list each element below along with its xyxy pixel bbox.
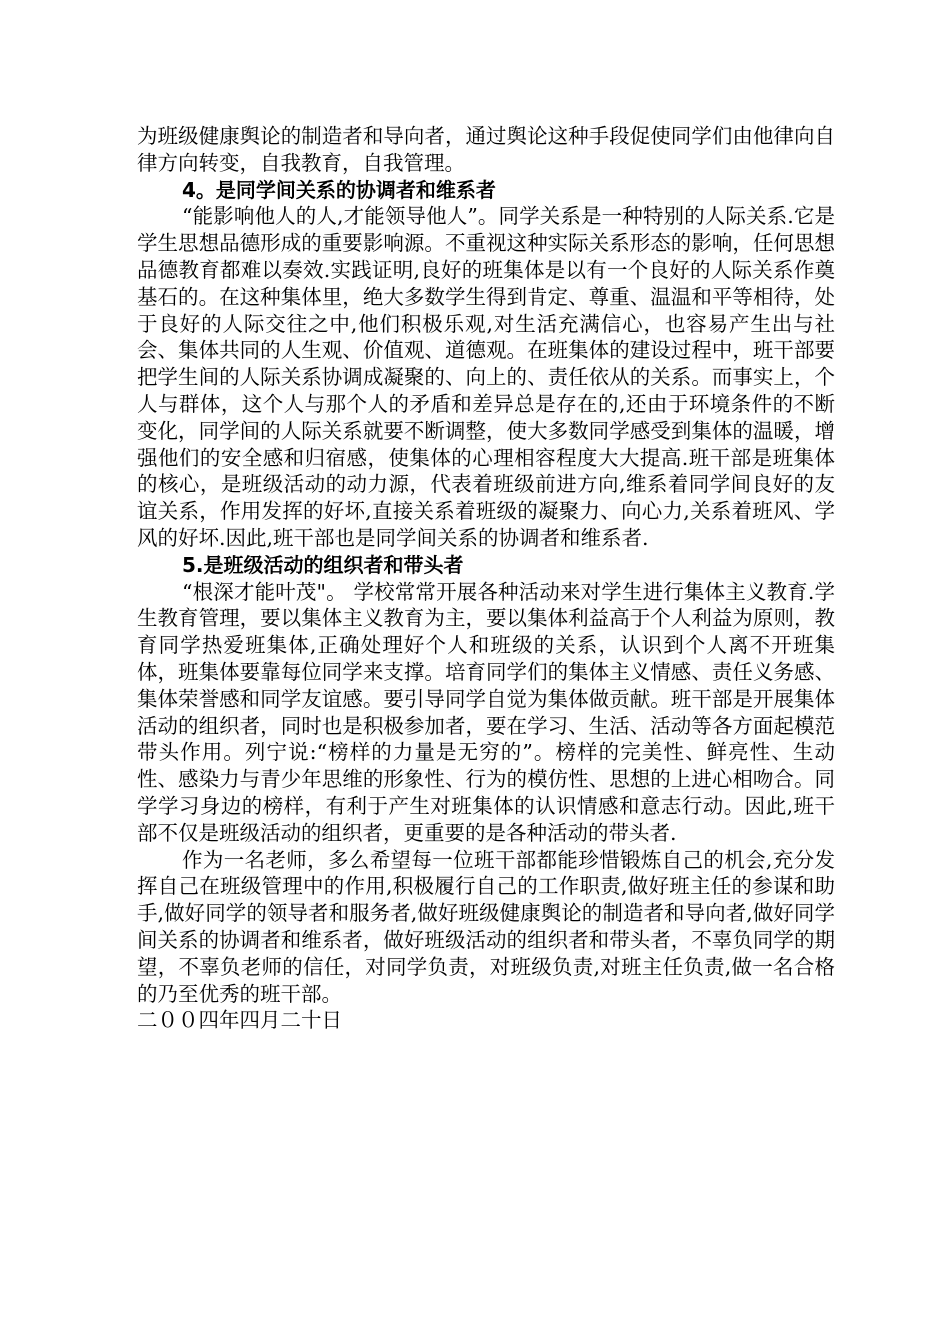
section-4-heading: 4。是同学间关系的协调者和维系者 bbox=[182, 177, 496, 202]
closing-paragraph: 作为一名老师，多么希望每一位班干部都能珍惜锻炼自己的机会,充分发挥自己在班级管理中的作用,积极履行自己的工作职责,做好班主任的参谋和助手,做好同学的领导者和服务者,做好班级健康舆论的制造者和导向者,做好同学间关系的协调者和维系者，做好班级活动的组织者和带头者，不辜负同学的期望，不辜负老师的信任，对同学负责，对班级负责,对班主任负责,做一名合格的乃至优秀的班干部。 bbox=[137, 847, 835, 1006]
document-page bbox=[137, 123, 835, 1034]
date-line: 二００四年四月二十日 bbox=[137, 1008, 342, 1033]
section-5-heading: 5.是班级活动的组织者和带头者 bbox=[182, 552, 464, 577]
continuation-paragraph: 为班级健康舆论的制造者和导向者，通过舆论这种手段促使同学们由他律向自律方向转变，自我教育，自我管理。 bbox=[137, 124, 835, 175]
section-4-paragraph: “能影响他人的人,才能领导他人”。同学关系是一种特别的人际关系.它是学生思想品德形成的重要影响源。不重视这种实际关系形态的影响，任何思想品德教育都难以奏效.实践证明,良好的班集体是以有一个良好的人际关系作奠基石的。在这种集体里，绝大多数学生得到肯定、尊重、温温和平等相待，处于良好的人际交往之中,他们积极乐观,对生活充满信心，也容易产生出与社会、集体共同的人生观、价值观、道德观。在班集体的建设过程中，班干部要把学生间的人际关系协调成凝聚的、向上的、责任依从的关系。而事实上，个人与群体，这个人与那个人的矛盾和差异总是存在的,还由于环境条件的不断变化，同学间的人际关系就要不断调整，使大多数同学感受到集体的温暖，增强他们的安全感和归宿感，使集体的心理相容程度大大提高.班干部是班集体的核心，是班级活动的动力源，代表着班级前进方向,维系着同学间良好的友谊关系，作用发挥的好坏,直接关系着班级的凝聚力、向心力,关系着班风、学风的好坏.因此,班干部也是同学间关系的协调者和维系者. bbox=[137, 204, 835, 550]
section-5-paragraph: “根深才能叶茂"。 学校常常开展各种活动来对学生进行集体主义教育.学生教育管理，要以集体主义教育为主，要以集体利益高于个人利益为原则，教育同学热爱班集体,正确处理好个人和班级的关系，认识到个人离不开班集体，班集体要靠每位同学来支撑。培育同学们的集体主义情感、责任义务感、集体荣誉感和同学友谊感。要引导同学自觉为集体做贡献。班干部是开展集体活动的组织者，同时也是积极参加者，要在学习、生活、活动等各方面起模范带头作用。列宁说:“榜样的力量是无穷的”。榜样的完美性、鲜亮性、生动性、感染力与青少年思维的形象性、行为的模仿性、思想的上进心相吻合。同学学习身边的榜样，有利于产生对班集体的认识情感和意志行动。因此,班干部不仅是班级活动的组织者，更重要的是各种活动的带头者. bbox=[137, 579, 835, 845]
